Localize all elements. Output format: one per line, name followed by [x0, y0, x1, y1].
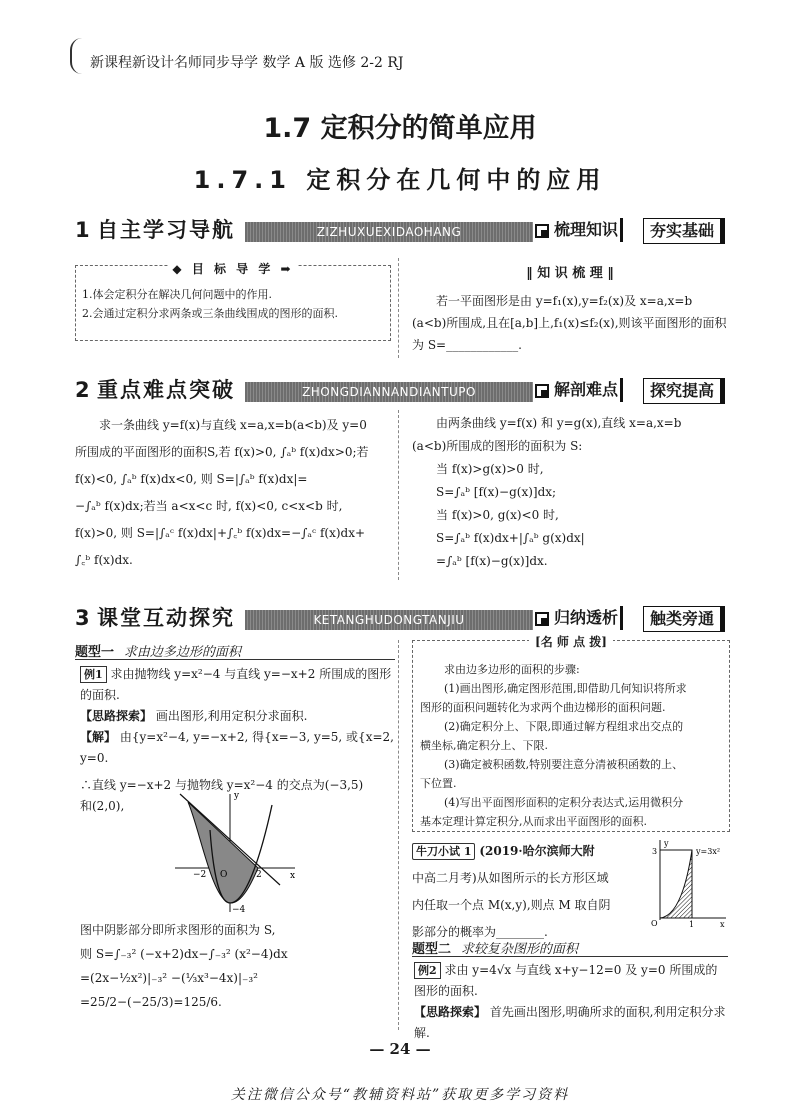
solve-text: 由{y=x²−4, y=−x+2, 得{x=−3, y=5, 或{x=2, y=0.: [80, 730, 394, 765]
banner-tag: 探究提高: [643, 378, 725, 404]
section-banner-2: [75, 376, 725, 404]
solve-line: 图中阴影部分即所求图形的面积为 S,: [80, 923, 276, 937]
banner-tag: 解剖难点: [552, 378, 623, 402]
banner-pinyin: ZIZHUXUEXIDAOHANG: [245, 222, 533, 242]
banner-title: 重点难点突破: [97, 378, 235, 402]
tick-label: −4: [232, 905, 246, 915]
practice-line: (2019·哈尔滨师大附: [479, 844, 595, 858]
shaded-region: [188, 802, 258, 903]
banner-title: 课堂互动探究: [97, 606, 235, 630]
y-axis-label: y: [234, 791, 240, 801]
tip-line: 基本定理计算定积分,从而求出平面图形的面积.: [420, 815, 647, 828]
banner-square-icon: [535, 612, 549, 626]
practice: [412, 838, 634, 946]
hint-text: 首先画出图形,明确所求的面积,利用定积分求解.: [414, 1005, 726, 1040]
key-right: [412, 412, 728, 573]
solve-line: 则 S=∫₋₃² (−x+2)dx−∫₋₃² (x²−4)dx: [80, 947, 288, 961]
tip-line: 图形的面积问题转化为求两个曲边梯形的面积问题.: [420, 701, 666, 714]
type-label: 题型一: [75, 645, 115, 660]
column-divider: [398, 410, 399, 580]
example-problem: 求由抛物线 y=x²−4 与直线 y=−x+2 所围成的图形的面积.: [80, 667, 392, 702]
solve-line: 和(2,0),: [80, 799, 125, 813]
shaded-region: [660, 850, 692, 918]
banner-tag: 梳理知识: [552, 218, 623, 242]
y-axis-label: y: [664, 839, 669, 848]
origin-label: O: [220, 870, 228, 880]
column-divider: [398, 258, 399, 358]
solve-line: =(2x−½x²)|₋₃² −(⅓x³−4x)|₋₃²: [80, 971, 258, 985]
knowledge-text: 若一平面图形是由 y=f₁(x),y=f₂(x)及 x=a,x=b (a<b)所围成,且在[a,b]上,f₁(x)≤f₂(x),则该平面图形的面积为 S=____________.: [412, 294, 727, 352]
key-line: 求一条曲线 y=f(x)与直线 x=a,x=b(a<b)及 y=0: [99, 418, 367, 432]
type-title: 求较复杂图形的面积: [460, 942, 578, 957]
tips-title: [名 师 点 拨]: [529, 635, 613, 649]
tip-line: (3)确定被积函数,特别要注意分清被积函数的上、: [444, 758, 684, 771]
practice-line: 影部分的概率为________.: [412, 925, 548, 939]
banner-tag: 触类旁通: [643, 606, 725, 632]
banner-number: 3: [75, 606, 90, 630]
tip-line: 横坐标,确定积分上、下限.: [420, 739, 548, 752]
solve-line: =25/2−(−25/3)=125/6.: [80, 995, 222, 1009]
page-number: — 24 —: [369, 1040, 431, 1058]
origin-label: O: [651, 919, 658, 928]
tips-title-wrap: [412, 633, 730, 650]
example-problem: 求由 y=4√x 与直线 x+y−12=0 及 y=0 所围成的图形的面积.: [414, 963, 718, 998]
banner-square-icon: [535, 384, 549, 398]
goal-title: ◆ 目 标 导 学 ➡: [75, 260, 391, 277]
tip-line: 求由边多边形的面积的步骤:: [444, 663, 580, 676]
tip-line: (2)确定积分上、下限,即通过解方程组求出交点的: [444, 720, 684, 733]
key-line: 由两条曲线 y=f(x) 和 y=g(x),直线 x=a,x=b: [436, 416, 682, 430]
key-line: 所围成的平面图形的面积S,若 f(x)>0, ∫ₐᵇ f(x)dx>0;若: [75, 445, 369, 459]
key-line: 当 f(x)>g(x)>0 时,: [436, 462, 544, 476]
tip-line: 下位置.: [420, 777, 457, 790]
section-banner-1: [75, 216, 725, 244]
type-label: 题型二: [412, 942, 452, 957]
chapter-title: 1.7 定积分的简单应用: [263, 113, 537, 144]
banner-tag: 归纳透析: [552, 606, 623, 630]
x-axis-label: x: [720, 920, 725, 928]
banner-tag: 夯实基础: [643, 218, 725, 244]
tips-content: [420, 660, 724, 831]
goal-item: 1.体会定积分在解决几何问题中的作用.: [82, 288, 272, 301]
key-line: (a<b)所围成的图形的面积为 S:: [412, 439, 583, 453]
hint-label: 【思路探索】: [80, 709, 153, 723]
type1-heading: [75, 641, 395, 660]
tip-line: (4)写出平面图形面积的定积分表达式,运用微积分: [444, 796, 684, 809]
banner-number: 2: [75, 378, 90, 402]
banner-number: 1: [75, 218, 90, 242]
key-line: =∫ₐᵇ [f(x)−g(x)]dx.: [436, 554, 548, 568]
solve-label: 【解】: [80, 730, 117, 744]
tip-line: (1)画出图形,确定图形范围,即借助几何知识将所求: [444, 682, 687, 695]
example-badge: 例1: [80, 666, 107, 683]
key-line: S=∫ₐᵇ f(x)dx+|∫ₐᵇ g(x)dx|: [436, 531, 585, 545]
key-line: S=∫ₐᵇ [f(x)−g(x)]dx;: [436, 485, 557, 499]
banner-pinyin: KETANGHUDONGTANJIU: [245, 610, 533, 630]
banner-title: 自主学习导航: [97, 218, 235, 242]
type-title: 求由边多边形的面积: [123, 645, 241, 660]
parabola-graph: [170, 790, 300, 915]
section-banner-3: [75, 604, 725, 632]
key-line: 当 f(x)>0, g(x)<0 时,: [436, 508, 559, 522]
example1-after: [80, 918, 396, 1014]
practice-line: 内任取一个点 M(x,y),则点 M 取自阴: [412, 898, 611, 912]
example-badge: 例2: [414, 962, 441, 979]
column-divider: [398, 640, 399, 1030]
running-header: 新课程新设计名师同步导学 数学 A 版 选修 2-2 RJ: [90, 55, 404, 71]
tick-label: −2: [193, 870, 207, 880]
key-line: f(x)>0, 则 S=|∫ₐᶜ f(x)dx|+∫꜀ᵇ f(x)dx=−∫ₐᶜ f(x)dx+: [75, 526, 366, 540]
rectangle-graph: [640, 838, 730, 928]
curve-label: y=3x²: [696, 847, 721, 856]
banner-pinyin: ZHONGDIANNANDIANTUPO: [245, 382, 533, 402]
tick-label: 3: [652, 847, 658, 856]
goal-list: [82, 285, 387, 323]
x-axis-label: x: [290, 871, 296, 881]
goal-item: 2.会通过定积分求两条或三条曲线围成的图形的面积.: [82, 307, 338, 320]
practice-line: 中高二月考)从如图所示的长方形区域: [412, 871, 609, 885]
header-decoration: [70, 38, 86, 74]
key-left: [75, 412, 391, 574]
key-line: f(x)<0, ∫ₐᵇ f(x)dx<0, 则 S=|∫ₐᵇ f(x)dx|=: [75, 472, 308, 486]
section-title: 1.7.1 定积分在几何中的应用: [193, 166, 607, 194]
knowledge-title: ‖ 知 识 梳 理 ‖: [526, 266, 614, 281]
tick-label: 2: [256, 870, 262, 880]
key-line: −∫ₐᵇ f(x)dx;若当 a<x<c 时, f(x)<0, c<x<b 时,: [75, 499, 343, 513]
hint-text: 画出图形,利用定积分求面积.: [155, 709, 308, 723]
type2-heading: [412, 938, 728, 957]
example2: [414, 960, 728, 1044]
bottom-note: 关注微信公众号“教辅资料站”获取更多学习资料: [230, 1087, 570, 1103]
key-line: ∫꜀ᵇ f(x)dx.: [75, 553, 133, 567]
tick-label: 1: [689, 920, 695, 928]
hint-label: 【思路探索】: [414, 1005, 487, 1019]
solve-line: ∴直线 y=−x+2 与抛物线 y=x²−4 的交点为(−3,5): [80, 778, 364, 792]
practice-badge: 牛刀小试 1: [412, 843, 475, 860]
banner-square-icon: [535, 224, 549, 238]
